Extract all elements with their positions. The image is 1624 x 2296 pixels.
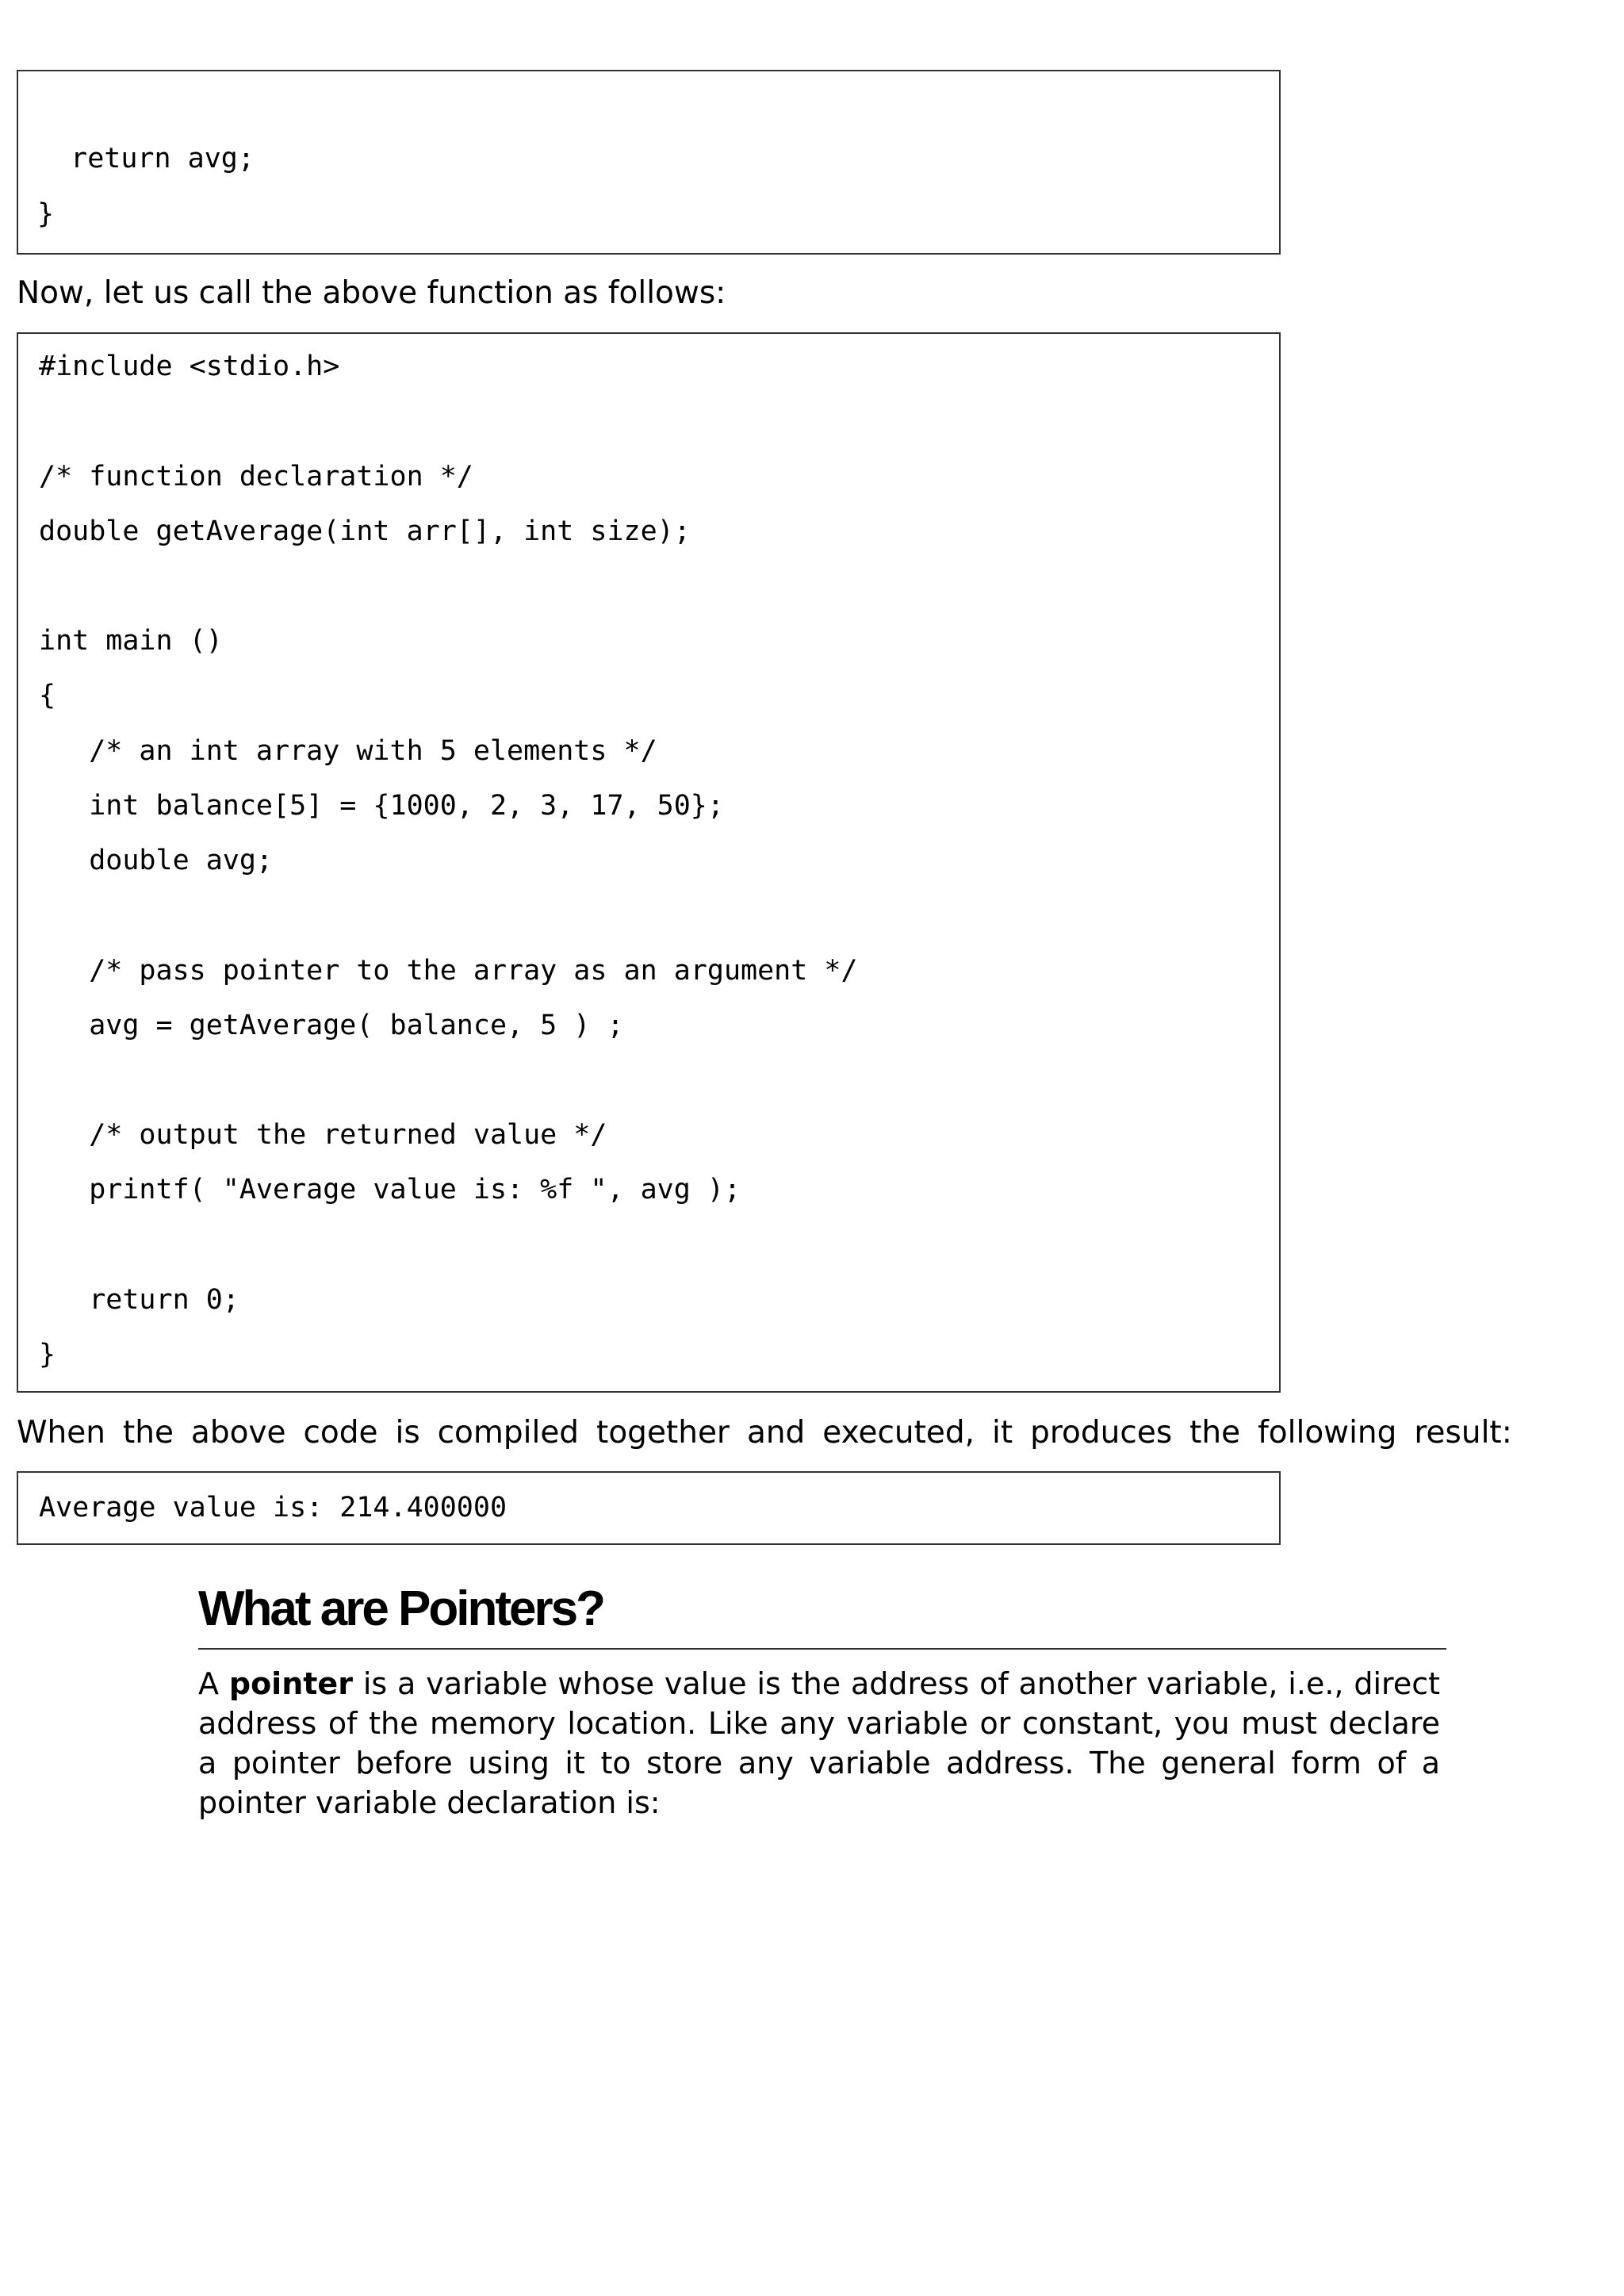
result-word: is	[395, 1415, 420, 1451]
heading-underline	[198, 1648, 1446, 1650]
code-line: #include <stdio.h>	[39, 351, 340, 382]
code-line: /* output the returned value */	[39, 1119, 607, 1151]
code-line: return avg;	[37, 143, 255, 174]
code-line: printf( "Average value is: %f ", avg );	[39, 1174, 741, 1205]
result-word: compiled	[437, 1415, 580, 1451]
result-word: the	[1189, 1415, 1241, 1451]
code-line: double avg;	[39, 845, 274, 876]
code-line: int main ()	[39, 625, 223, 657]
result-word: the	[122, 1415, 174, 1451]
code-line: avg = getAverage( balance, 5 ) ;	[39, 1010, 624, 1041]
output-block	[17, 1471, 1281, 1545]
result-word: produces	[1030, 1415, 1173, 1451]
code-line: return 0;	[39, 1284, 239, 1316]
code-block-continuation	[17, 70, 1281, 255]
result-text	[17, 1415, 1512, 1451]
output-line: Average value is: 214.400000	[39, 1492, 508, 1524]
result-word: When	[17, 1415, 105, 1451]
code-line: /* pass pointer to the array as an argument */	[39, 955, 858, 987]
result-word: together	[596, 1415, 730, 1451]
para-start: A	[198, 1666, 219, 1701]
result-word: it	[992, 1415, 1013, 1451]
code-line: /* an int array with 5 elements */	[39, 735, 657, 767]
result-word: and	[746, 1415, 806, 1451]
result-word: following	[1258, 1415, 1397, 1451]
result-word: code	[303, 1415, 378, 1451]
code-block-main-program	[17, 332, 1281, 1393]
result-word: above	[190, 1415, 286, 1451]
section-heading: What are Pointers?	[198, 1581, 603, 1636]
code-line: /* function declaration */	[39, 461, 473, 493]
pointer-term: pointer	[228, 1666, 353, 1701]
intro-text: Now, let us call the above function as follows:	[17, 275, 726, 311]
code-line: int balance[5] = {1000, 2, 3, 17, 50};	[39, 790, 724, 822]
result-word: executed,	[822, 1415, 975, 1451]
code-line: {	[39, 680, 56, 711]
result-word: result:	[1414, 1415, 1512, 1451]
para-rest: is a variable whose value is the address of another variable, i.e., direct address of the memory location. Like any variable or constant, you must declare a pointer before using it to store any variable address. The general form of a pointer variable declaration is:	[198, 1666, 1440, 1820]
code-line: }	[37, 198, 55, 230]
code-line: double getAverage(int arr[], int size);	[39, 516, 691, 547]
code-line: }	[39, 1339, 56, 1370]
pointer-definition-paragraph	[198, 1664, 1440, 1823]
